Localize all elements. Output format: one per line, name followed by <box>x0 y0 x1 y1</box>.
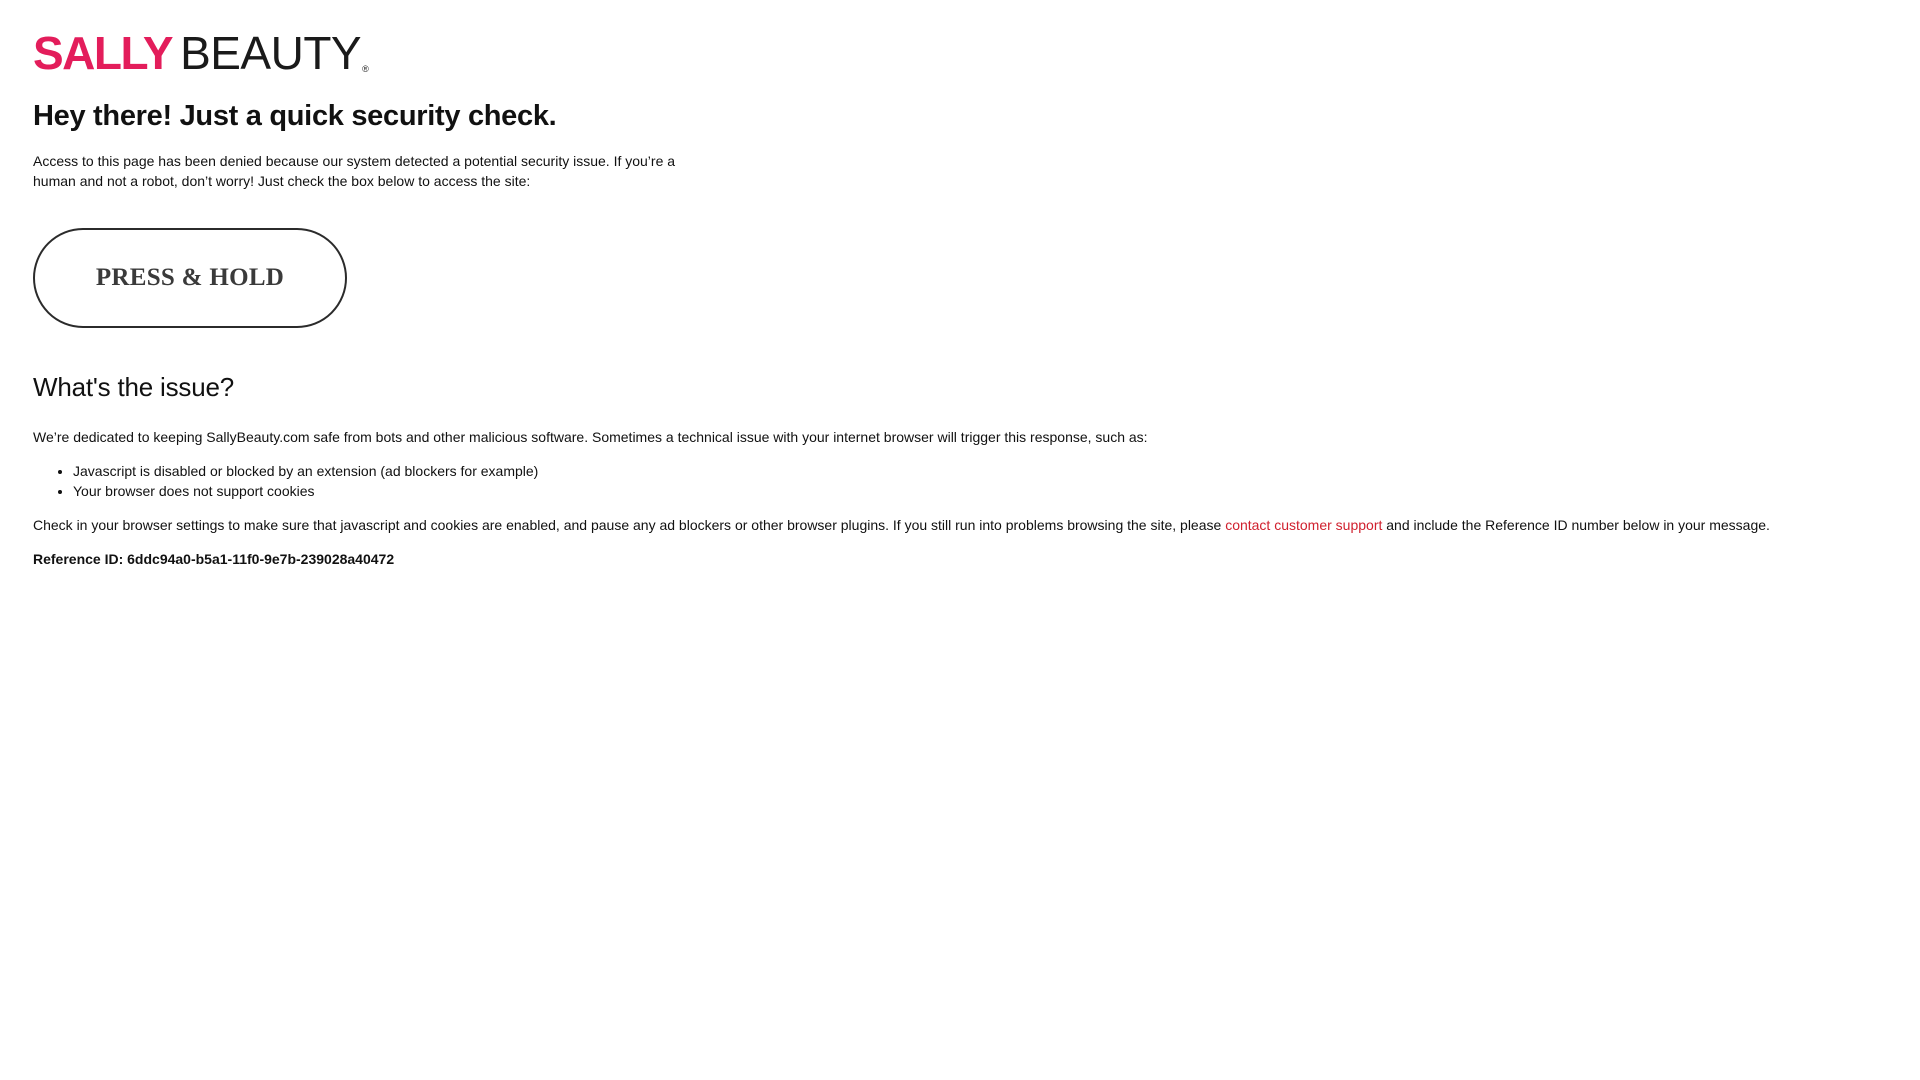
list-item: • Your browser does not support cookies <box>73 481 1887 501</box>
check-text-before: Check in your browser settings to make sure that javascript and cookies are enabled, and pause any ad blockers or other browser plugins. If you still run into problems browsing the site, please <box>33 517 1226 533</box>
list-item: • Javascript is disabled or blocked by an extension (ad blockers for example) <box>73 461 1887 481</box>
check-settings-text <box>33 515 1887 535</box>
reference-id: Reference ID: 6ddc94a0-b5a1-11f0-9e7b-239028a40472 <box>33 551 395 567</box>
sally-beauty-logo[interactable] <box>33 27 368 79</box>
check-text-after: and include the Reference ID number below in your message. <box>1382 517 1770 533</box>
issue-description: We’re dedicated to keeping SallyBeauty.com safe from bots and other malicious software. Sometimes a technical issue with your internet browser will trigger this response, such as: <box>33 429 1148 445</box>
press-and-hold-button[interactable] <box>33 228 347 328</box>
logo-registered-mark: ® <box>362 64 368 74</box>
contact-support-link[interactable]: contact customer support <box>1225 517 1383 533</box>
logo-brand-sally: SALLY <box>33 27 173 79</box>
issue-heading: What's the issue? <box>33 372 234 402</box>
press-and-hold-label: PRESS & HOLD <box>95 264 285 291</box>
reasons-list <box>33 461 1887 501</box>
page-title: Hey there! Just a quick security check. <box>33 100 557 132</box>
logo-brand-beauty: BEAUTY <box>180 27 362 79</box>
intro-text: Access to this page has been denied because our system detected a potential security issue. If you’re a human and not a robot, don’t worry! Just check the box below to access the site: <box>33 153 676 189</box>
